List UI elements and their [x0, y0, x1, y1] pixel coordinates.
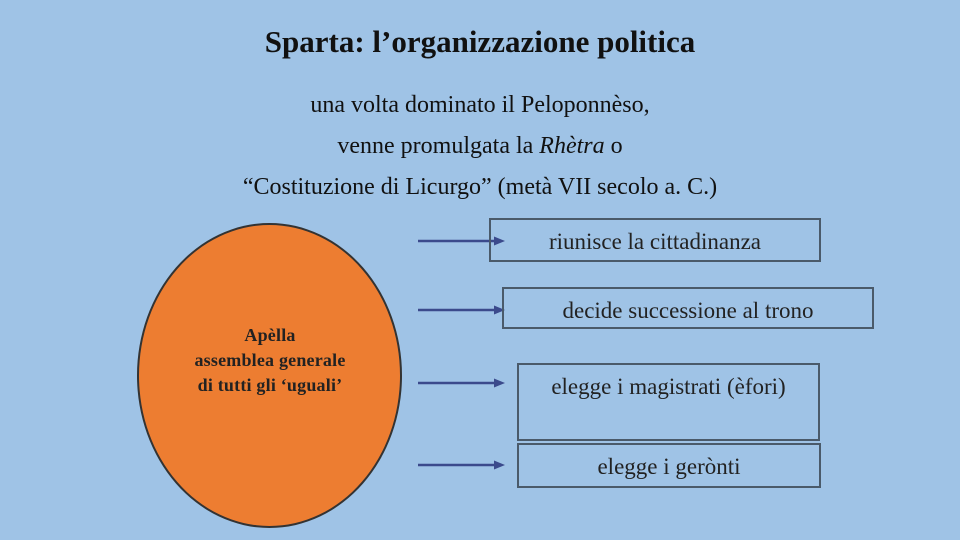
subtitle-line-2 [180, 126, 780, 167]
function-box-gerontes: elegge i gerònti [517, 443, 821, 488]
function-box-succession: decide successione al trono [502, 287, 874, 329]
apella-description-2: di tutti gli ‘uguali’ [197, 375, 343, 395]
slide-title: Sparta: l’organizzazione politica [264, 24, 696, 59]
function-box-ephors: elegge i magistrati (èfori) [517, 363, 820, 441]
subtitle-line-2-end: o [604, 133, 623, 159]
subtitle [180, 85, 780, 208]
apella-title: Apèlla [244, 325, 296, 345]
arrow-3 [418, 377, 508, 389]
arrow-4 [418, 459, 508, 471]
apella-description-1: assemblea generale [194, 350, 346, 370]
subtitle-line-2-start: venne promulgata la [337, 133, 540, 159]
function-box-assembly: riunisce la cittadinanza [489, 218, 821, 262]
rhetra-term: Rhètra [539, 133, 605, 159]
subtitle-line-1: una volta dominato il Peloponnèso, [310, 92, 650, 118]
arrow-2 [418, 304, 508, 316]
apella-label [140, 323, 400, 398]
subtitle-line-3: “Costituzione di Licurgo” (metà VII secolo a. C.) [242, 174, 718, 200]
